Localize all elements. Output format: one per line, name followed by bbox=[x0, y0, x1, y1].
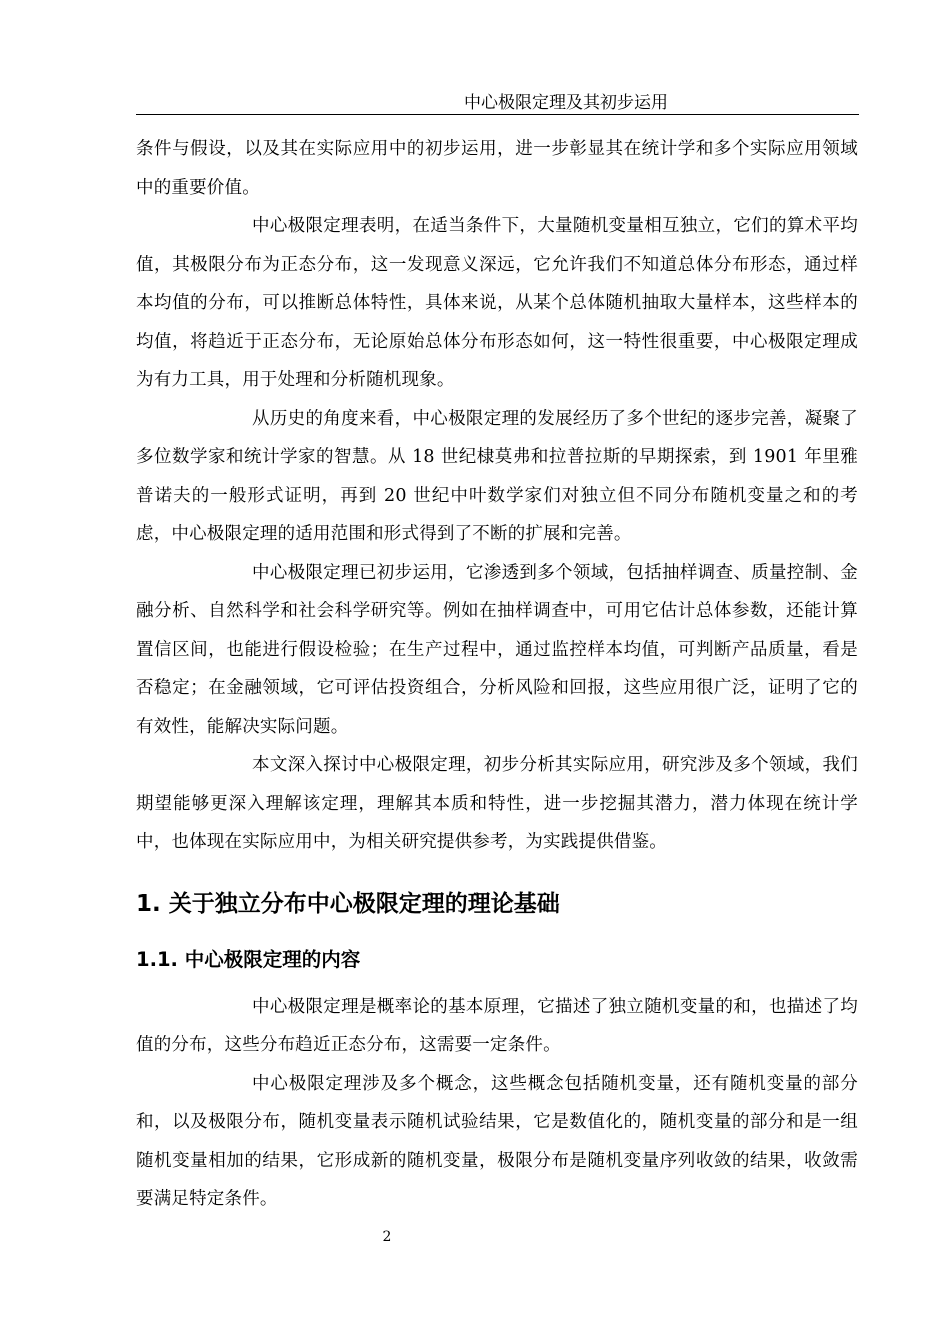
paragraph-history: 从历史的角度来看，中心极限定理的发展经历了多个世纪的逐步完善，凝聚了多位数学家和统计学家的智慧。从 18 世纪棣莫弗和拉普拉斯的早期探索，到 1901 年里雅普诺夫的一般形式证明，再到 20 世纪中叶数学家们对独立但不同分布随机变量之和的考虑，中心极限定理的适用范围和形式得到了不断的扩展和完善。 bbox=[136, 408, 858, 544]
page-content bbox=[136, 130, 858, 1219]
page-number: 2 bbox=[382, 1229, 392, 1245]
paragraph-clt-statement: 中心极限定理表明，在适当条件下，大量随机变量相互独立，它们的算术平均值，其极限分布为正态分布，这一发现意义深远，它允许我们不知道总体分布形态，通过样本均值的分布，可以推断总体特性，具体来说，从某个总体随机抽取大量样本，这些样本的均值，将趋近于正态分布，无论原始总体分布形态如何，这一特性很重要，中心极限定理成为有力工具，用于处理和分析随机现象。 bbox=[136, 216, 858, 390]
paragraph-clt-content: 中心极限定理是概率论的基本原理，它描述了独立随机变量的和，也描述了均值的分布，这些分布趋近正态分布，这需要一定条件。 bbox=[136, 996, 858, 1055]
section-heading-1: 1. 关于独立分布中心极限定理的理论基础 bbox=[136, 890, 560, 917]
header-rule bbox=[136, 114, 859, 115]
paragraph-continued: 条件与假设，以及其在实际应用中的初步运用，进一步彰显其在统计学和多个实际应用领域中的重要价值。 bbox=[136, 139, 858, 198]
paragraph-clt-concepts: 中心极限定理涉及多个概念，这些概念包括随机变量，还有随机变量的部分和，以及极限分布，随机变量表示随机试验结果，它是数值化的，随机变量的部分和是一组随机变量相加的结果，它形成新的随机变量，极限分布是随机变量序列收敛的结果，收敛需要满足特定条件。 bbox=[136, 1073, 858, 1209]
section-heading-1-1: 1.1. 中心极限定理的内容 bbox=[136, 947, 361, 971]
running-header: 中心极限定理及其初步运用 bbox=[464, 93, 668, 113]
paragraph-paper-aim: 本文深入探讨中心极限定理，初步分析其实际应用，研究涉及多个领域，我们期望能够更深入理解该定理，理解其本质和特性，进一步挖掘其潜力，潜力体现在统计学中，也体现在实际应用中，为相关研究提供参考，为实践提供借鉴。 bbox=[136, 755, 858, 852]
paragraph-applications: 中心极限定理已初步运用，它渗透到多个领域，包括抽样调查、质量控制、金融分析、自然科学和社会科学研究等。例如在抽样调查中，可用它估计总体参数，还能计算置信区间，也能进行假设检验；在生产过程中，通过监控样本均值，可判断产品质量，看是否稳定；在金融领域，它可评估投资组合，分析风险和回报，这些应用很广泛，证明了它的有效性，能解决实际问题。 bbox=[136, 562, 858, 737]
